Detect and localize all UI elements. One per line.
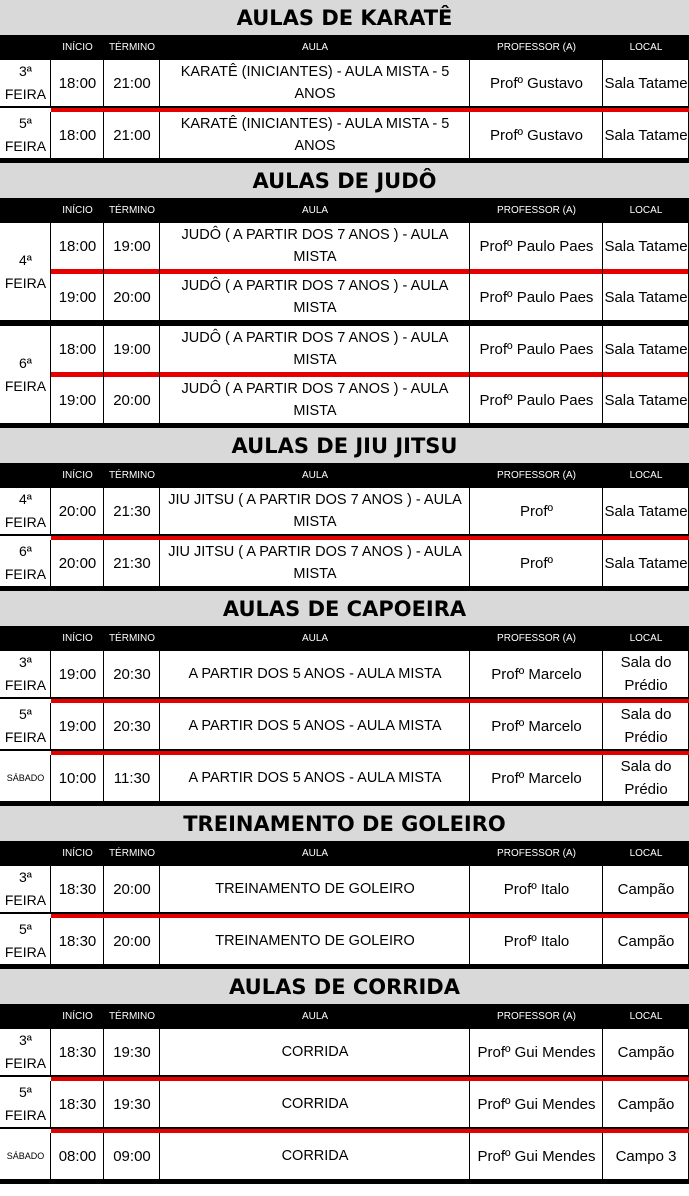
cell-termino: 11:30 xyxy=(113,769,151,787)
column-divider xyxy=(602,112,603,158)
column-divider xyxy=(50,60,51,106)
cell-local: Sala Tatame xyxy=(604,391,688,409)
day-label xyxy=(0,1133,51,1179)
cell-inicio: 18:00 xyxy=(58,74,97,92)
section-title: AULAS DE CORRIDA xyxy=(0,969,689,1004)
cell-inicio: 10:00 xyxy=(58,769,97,787)
column-header-termino: TÉRMINO xyxy=(108,1011,156,1022)
cell-inicio: 20:00 xyxy=(58,554,97,572)
day-label-text: SÁBADO xyxy=(6,772,45,783)
column-divider xyxy=(50,1029,51,1075)
column-divider xyxy=(50,326,51,423)
column-divider xyxy=(602,755,603,801)
column-divider xyxy=(602,1081,603,1127)
column-header-row xyxy=(0,626,689,651)
column-divider xyxy=(602,540,603,586)
cell-termino: 20:00 xyxy=(113,391,151,409)
column-divider xyxy=(469,223,470,320)
column-divider xyxy=(103,755,104,801)
cell-professor: Profº Paulo Paes xyxy=(479,391,594,409)
column-divider xyxy=(159,540,160,586)
column-divider xyxy=(469,112,470,158)
cell-termino: 21:00 xyxy=(113,74,151,92)
column-divider xyxy=(602,1133,603,1179)
column-divider xyxy=(469,755,470,801)
column-divider xyxy=(469,1133,470,1179)
cell-local: Sala Tatame xyxy=(604,340,688,358)
column-divider xyxy=(602,866,603,912)
cell-aula: JIU JITSU ( A PARTIR DOS 7 ANOS ) - AULA MISTA xyxy=(168,544,462,582)
cell-professor: Profº Gui Mendes xyxy=(477,1147,596,1165)
column-header-row xyxy=(0,35,689,60)
cell-inicio: 19:00 xyxy=(58,391,97,409)
column-divider xyxy=(469,866,470,912)
cell-termino: 19:00 xyxy=(113,237,151,255)
cell-professor: Profº Paulo Paes xyxy=(479,237,594,255)
day-label-text: 3ª FEIRA xyxy=(4,654,47,693)
day-label-text: 5ª FEIRA xyxy=(4,115,47,154)
day-label-text: 6ª FEIRA xyxy=(4,354,47,394)
cell-professor: Profº xyxy=(520,502,553,520)
cell-local: Sala do Prédio xyxy=(620,654,672,694)
column-divider xyxy=(103,866,104,912)
cell-professor: Profº Paulo Paes xyxy=(479,340,594,358)
cell-local: Sala Tatame xyxy=(604,502,688,520)
column-header-professor: PROFESSOR (A) xyxy=(497,1011,576,1022)
cell-aula: A PARTIR DOS 5 ANOS - AULA MISTA xyxy=(188,770,442,786)
column-header-professor: PROFESSOR (A) xyxy=(497,42,576,53)
column-divider xyxy=(602,918,603,964)
column-header-aula: AULA xyxy=(301,633,329,644)
cell-inicio: 18:30 xyxy=(58,932,97,950)
column-header-aula: AULA xyxy=(301,848,329,859)
cell-local: Sala do Prédio xyxy=(620,758,672,798)
column-divider xyxy=(103,223,104,320)
column-header-termino: TÉRMINO xyxy=(108,205,156,216)
column-divider xyxy=(103,1133,104,1179)
column-divider xyxy=(469,1081,470,1127)
column-divider xyxy=(469,326,470,423)
column-header-row xyxy=(0,841,689,866)
day-label xyxy=(0,703,51,749)
cell-termino: 21:00 xyxy=(113,126,151,144)
cell-aula: JUDÔ ( A PARTIR DOS 7 ANOS ) - AULA MISTA xyxy=(181,330,449,368)
cell-professor: Profº Gui Mendes xyxy=(477,1043,596,1061)
section-title: TREINAMENTO DE GOLEIRO xyxy=(0,806,689,841)
day-label xyxy=(0,651,51,697)
cell-aula: KARATÊ (INICIANTES) - AULA MISTA - 5 ANOS xyxy=(180,116,450,154)
day-label xyxy=(0,223,51,320)
cell-aula: JUDÔ ( A PARTIR DOS 7 ANOS ) - AULA MISTA xyxy=(181,227,449,265)
cell-aula: KARATÊ (INICIANTES) - AULA MISTA - 5 ANOS xyxy=(180,64,450,102)
column-divider xyxy=(469,60,470,106)
day-label-text: SÁBADO xyxy=(6,1150,45,1161)
cell-termino: 20:00 xyxy=(113,932,151,950)
cell-professor: Profº Gui Mendes xyxy=(477,1095,596,1113)
section-bottom-border xyxy=(0,1179,689,1184)
cell-termino: 09:00 xyxy=(113,1147,151,1165)
column-divider xyxy=(50,488,51,534)
day-label-text: 4ª FEIRA xyxy=(4,491,47,530)
column-divider xyxy=(103,112,104,158)
day-label-text: 3ª FEIRA xyxy=(4,869,47,908)
cell-inicio: 18:30 xyxy=(58,1095,97,1113)
cell-local: Sala Tatame xyxy=(604,74,688,92)
column-divider xyxy=(159,223,160,320)
cell-professor: Profº Italo xyxy=(503,932,570,950)
column-divider xyxy=(159,488,160,534)
column-divider xyxy=(602,703,603,749)
column-divider xyxy=(602,1029,603,1075)
cell-termino: 20:00 xyxy=(113,880,151,898)
column-header-termino: TÉRMINO xyxy=(108,470,156,481)
cell-local: Campão xyxy=(617,880,675,898)
column-header-aula: AULA xyxy=(301,1011,329,1022)
cell-termino: 20:30 xyxy=(113,665,151,683)
cell-local: Campo 3 xyxy=(615,1147,677,1165)
column-divider xyxy=(50,540,51,586)
column-divider xyxy=(50,112,51,158)
column-divider xyxy=(50,866,51,912)
cell-professor: Profº Marcelo xyxy=(491,717,582,735)
column-header-local: LOCAL xyxy=(629,633,663,644)
column-header-termino: TÉRMINO xyxy=(108,42,156,53)
column-header-local: LOCAL xyxy=(629,1011,663,1022)
cell-termino: 20:00 xyxy=(113,288,151,306)
column-header-termino: TÉRMINO xyxy=(108,848,156,859)
column-divider xyxy=(159,866,160,912)
cell-termino: 19:00 xyxy=(113,340,151,358)
cell-termino: 19:30 xyxy=(113,1095,151,1113)
column-divider xyxy=(159,1081,160,1127)
column-divider xyxy=(50,223,51,320)
column-header-row xyxy=(0,198,689,223)
day-label-text: 5ª FEIRA xyxy=(4,1084,47,1123)
column-divider xyxy=(50,755,51,801)
cell-termino: 21:30 xyxy=(113,554,151,572)
cell-termino: 20:30 xyxy=(113,717,151,735)
day-label xyxy=(0,540,51,586)
cell-local: Campão xyxy=(617,1095,675,1113)
column-divider xyxy=(159,60,160,106)
column-divider xyxy=(602,651,603,697)
column-divider xyxy=(103,651,104,697)
column-divider xyxy=(103,326,104,423)
cell-local: Sala Tatame xyxy=(604,126,688,144)
day-label xyxy=(0,1029,51,1075)
column-divider xyxy=(50,1133,51,1179)
column-header-local: LOCAL xyxy=(629,470,663,481)
column-divider xyxy=(602,223,603,320)
column-header-inicio: INÍCIO xyxy=(62,42,93,53)
cell-aula: CORRIDA xyxy=(281,1096,349,1112)
cell-inicio: 18:00 xyxy=(58,126,97,144)
day-label-text: 3ª FEIRA xyxy=(4,63,47,102)
column-header-row xyxy=(0,463,689,488)
column-header-inicio: INÍCIO xyxy=(62,848,93,859)
column-header-aula: AULA xyxy=(301,42,329,53)
cell-local: Sala Tatame xyxy=(604,554,688,572)
column-divider xyxy=(602,326,603,423)
day-label xyxy=(0,326,51,423)
day-label-text: 4ª FEIRA xyxy=(4,251,47,291)
column-divider xyxy=(159,703,160,749)
column-header-termino: TÉRMINO xyxy=(108,633,156,644)
cell-inicio: 20:00 xyxy=(58,502,97,520)
column-divider xyxy=(469,488,470,534)
column-divider xyxy=(159,112,160,158)
day-label xyxy=(0,755,51,801)
column-divider xyxy=(103,918,104,964)
column-header-local: LOCAL xyxy=(629,42,663,53)
day-label-text: 3ª FEIRA xyxy=(4,1032,47,1071)
day-label xyxy=(0,112,51,158)
cell-inicio: 19:00 xyxy=(58,665,97,683)
cell-professor: Profº xyxy=(520,554,553,572)
column-header-professor: PROFESSOR (A) xyxy=(497,205,576,216)
column-divider xyxy=(469,540,470,586)
day-label-text: 5ª FEIRA xyxy=(4,706,47,745)
section-title: AULAS DE JUDÔ xyxy=(0,163,689,198)
column-divider xyxy=(469,651,470,697)
column-header-inicio: INÍCIO xyxy=(62,633,93,644)
cell-aula: A PARTIR DOS 5 ANOS - AULA MISTA xyxy=(188,666,442,682)
cell-professor: Profº Italo xyxy=(503,880,570,898)
column-header-aula: AULA xyxy=(301,470,329,481)
cell-aula: JUDÔ ( A PARTIR DOS 7 ANOS ) - AULA MISTA xyxy=(181,381,449,419)
cell-professor: Profº Marcelo xyxy=(491,769,582,787)
day-label-text: 5ª FEIRA xyxy=(4,921,47,960)
cell-professor: Profº Gustavo xyxy=(489,74,584,92)
column-divider xyxy=(469,703,470,749)
column-divider xyxy=(103,540,104,586)
cell-aula: A PARTIR DOS 5 ANOS - AULA MISTA xyxy=(188,718,442,734)
cell-inicio: 08:00 xyxy=(58,1147,97,1165)
column-divider xyxy=(159,918,160,964)
column-divider xyxy=(159,755,160,801)
cell-termino: 19:30 xyxy=(113,1043,151,1061)
cell-local: Sala Tatame xyxy=(604,237,688,255)
column-divider xyxy=(602,488,603,534)
cell-professor: Profº Paulo Paes xyxy=(479,288,594,306)
section-title: AULAS DE CAPOEIRA xyxy=(0,591,689,626)
column-divider xyxy=(469,918,470,964)
cell-aula: TREINAMENTO DE GOLEIRO xyxy=(215,881,415,897)
column-header-inicio: INÍCIO xyxy=(62,470,93,481)
column-divider xyxy=(50,703,51,749)
day-label xyxy=(0,918,51,964)
cell-aula: CORRIDA xyxy=(281,1044,349,1060)
cell-local: Campão xyxy=(617,1043,675,1061)
column-header-professor: PROFESSOR (A) xyxy=(497,633,576,644)
column-header-aula: AULA xyxy=(301,205,329,216)
column-divider xyxy=(103,60,104,106)
cell-inicio: 19:00 xyxy=(58,717,97,735)
column-header-professor: PROFESSOR (A) xyxy=(497,470,576,481)
column-divider xyxy=(50,918,51,964)
cell-local: Sala Tatame xyxy=(604,288,688,306)
column-divider xyxy=(50,1081,51,1127)
cell-inicio: 18:30 xyxy=(58,1043,97,1061)
column-header-local: LOCAL xyxy=(629,205,663,216)
day-label xyxy=(0,866,51,912)
column-divider xyxy=(469,1029,470,1075)
column-header-row xyxy=(0,1004,689,1029)
cell-inicio: 18:00 xyxy=(58,340,97,358)
column-divider xyxy=(159,1029,160,1075)
column-header-professor: PROFESSOR (A) xyxy=(497,848,576,859)
cell-aula: TREINAMENTO DE GOLEIRO xyxy=(215,933,415,949)
column-header-local: LOCAL xyxy=(629,848,663,859)
column-header-inicio: INÍCIO xyxy=(62,205,93,216)
day-label-text: 6ª FEIRA xyxy=(4,543,47,582)
section-title: AULAS DE JIU JITSU xyxy=(0,428,689,463)
column-divider xyxy=(50,651,51,697)
cell-inicio: 18:30 xyxy=(58,880,97,898)
day-label xyxy=(0,488,51,534)
day-label xyxy=(0,1081,51,1127)
column-divider xyxy=(159,326,160,423)
cell-inicio: 18:00 xyxy=(58,237,97,255)
cell-termino: 21:30 xyxy=(113,502,151,520)
column-divider xyxy=(159,1133,160,1179)
column-divider xyxy=(602,60,603,106)
day-label xyxy=(0,60,51,106)
section-title: AULAS DE KARATÊ xyxy=(0,0,689,35)
cell-professor: Profº Marcelo xyxy=(491,665,582,683)
cell-inicio: 19:00 xyxy=(58,288,97,306)
cell-aula: JIU JITSU ( A PARTIR DOS 7 ANOS ) - AULA MISTA xyxy=(168,492,462,530)
cell-local: Campão xyxy=(617,932,675,950)
cell-aula: CORRIDA xyxy=(281,1148,349,1164)
column-divider xyxy=(159,651,160,697)
column-divider xyxy=(103,1081,104,1127)
column-divider xyxy=(103,488,104,534)
cell-professor: Profº Gustavo xyxy=(489,126,584,144)
cell-aula: JUDÔ ( A PARTIR DOS 7 ANOS ) - AULA MISTA xyxy=(181,278,449,316)
column-header-inicio: INÍCIO xyxy=(62,1011,93,1022)
cell-local: Sala do Prédio xyxy=(620,706,672,746)
column-divider xyxy=(103,703,104,749)
column-divider xyxy=(103,1029,104,1075)
